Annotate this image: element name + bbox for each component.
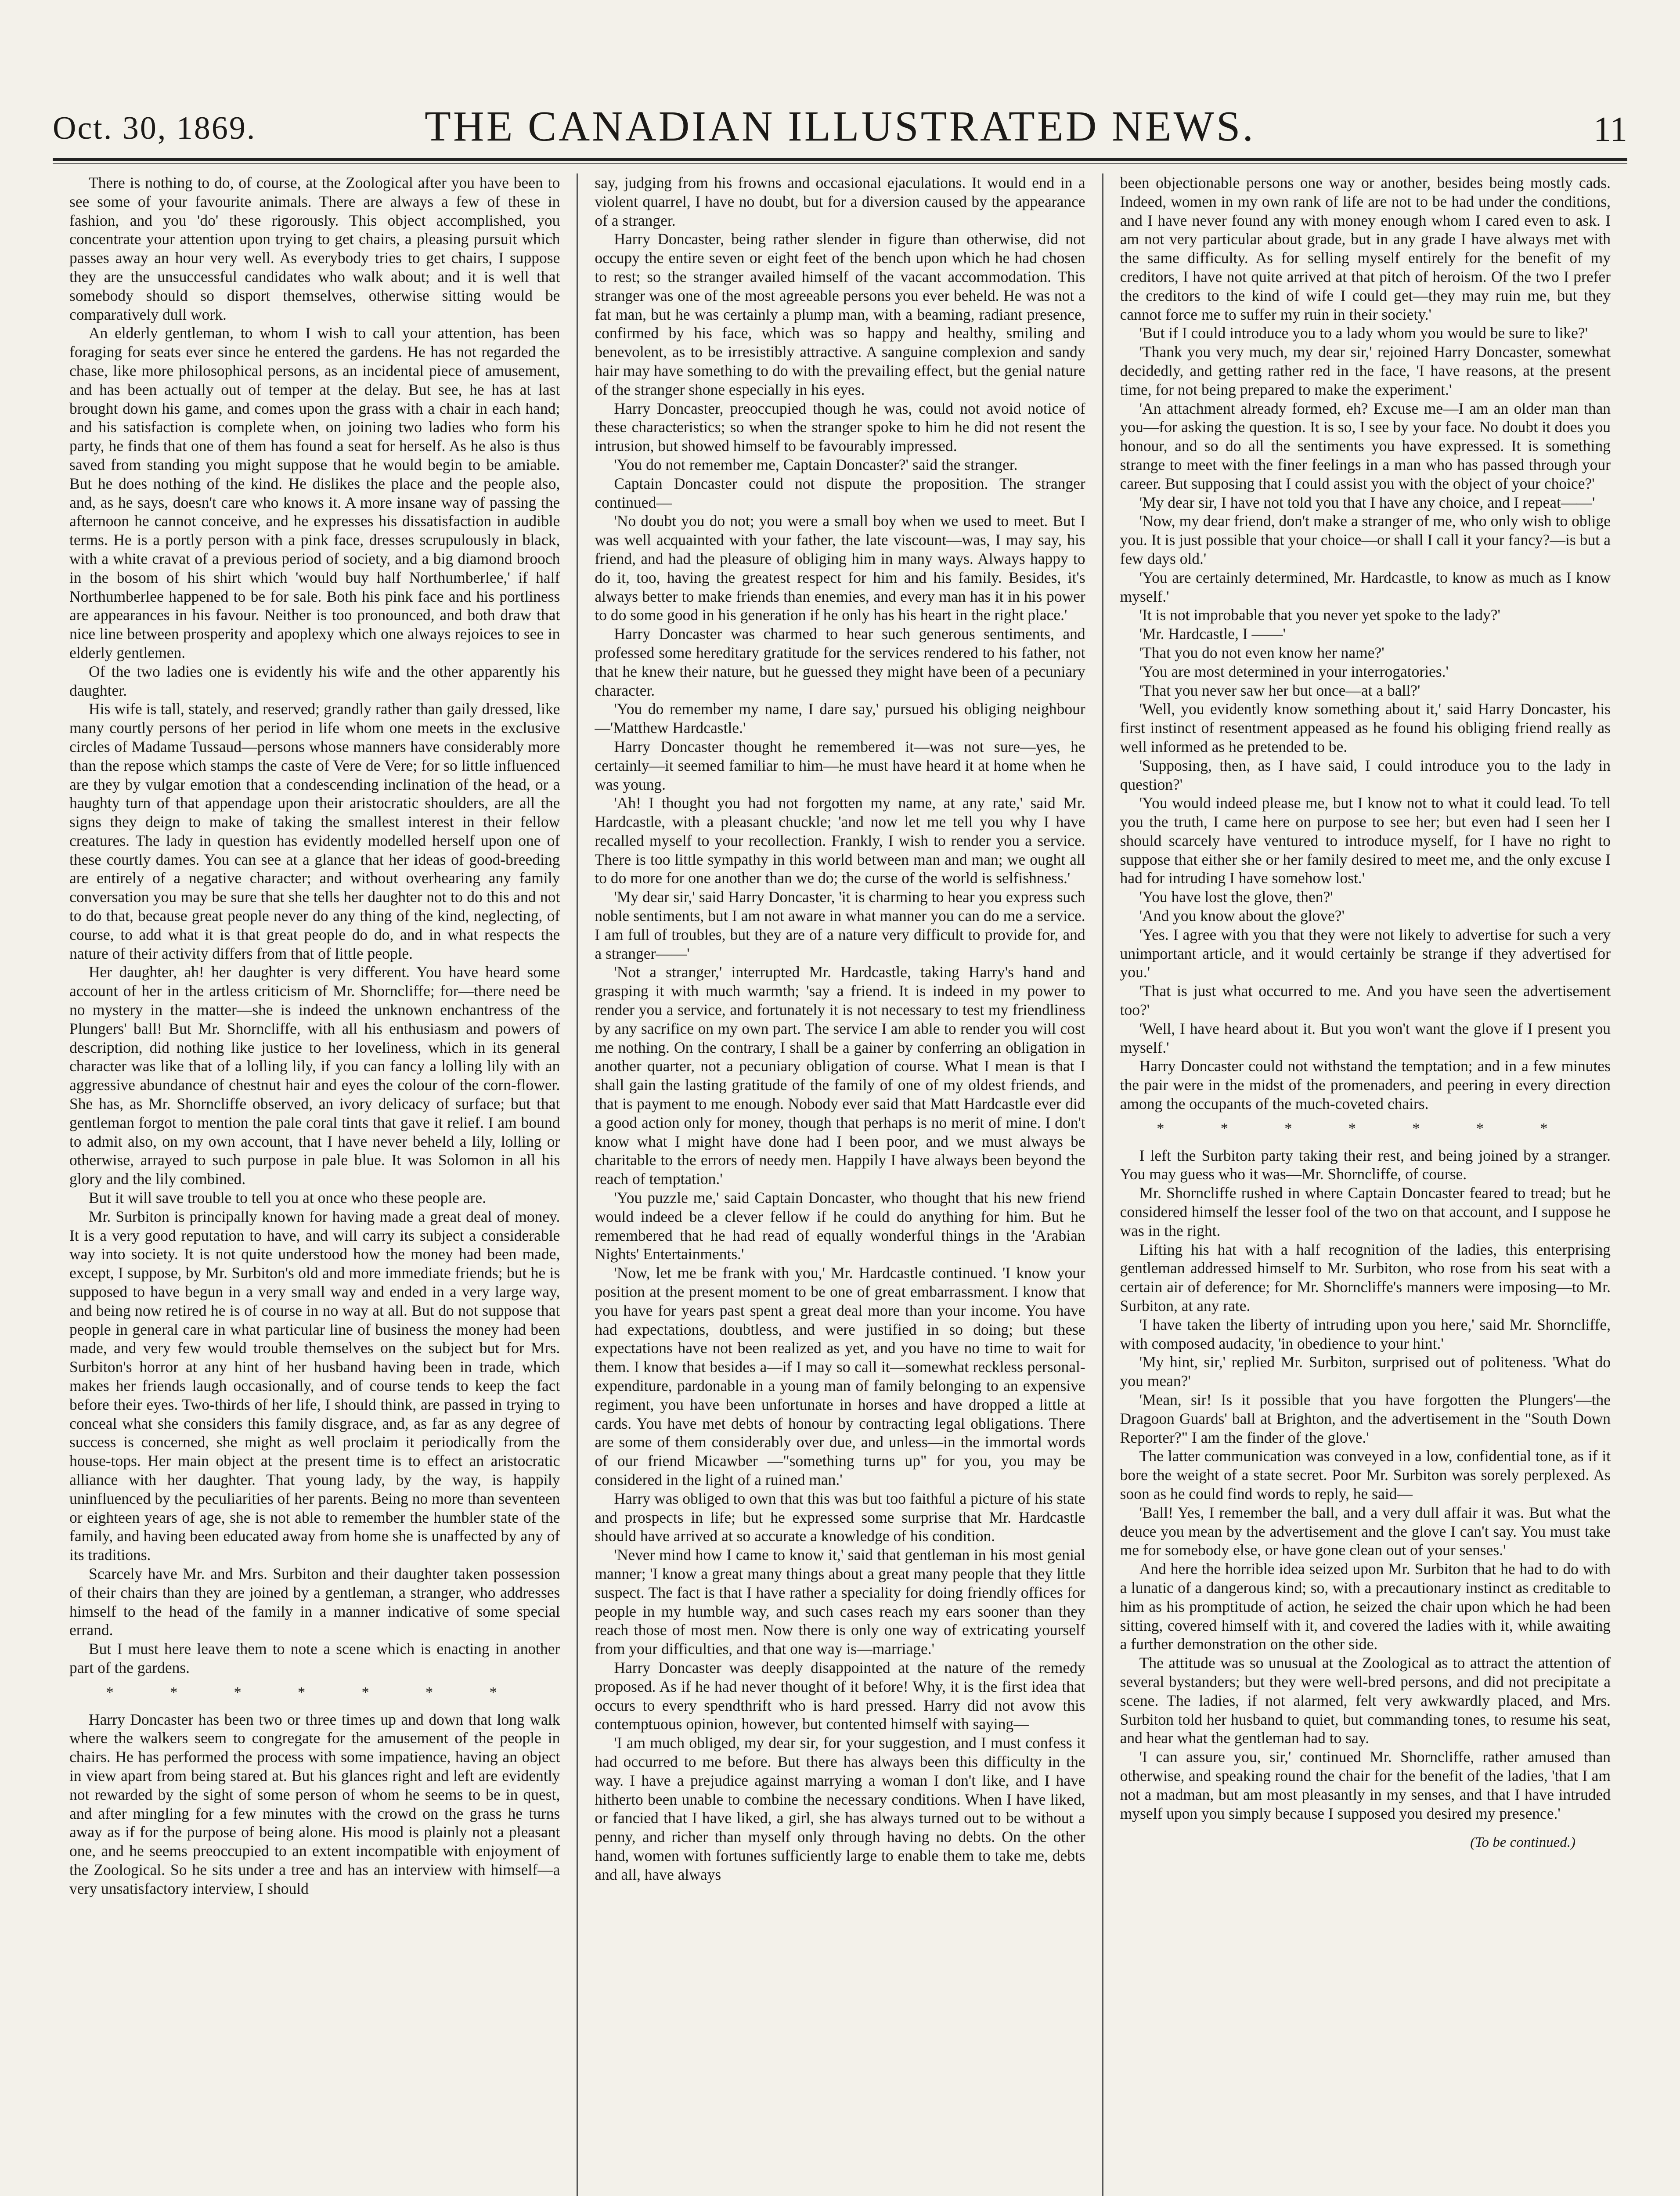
article-columns: [53, 173, 1627, 2196]
paragraph: 'Now, let me be frank with you,' Mr. Hardcastle continued. 'I know your position at the present moment to be one of great embarrassment. I know that you have for years past spent a great deal more than your income. You have had expectations, doubtless, and were justified in so doing; but these expectations have not been realized as yet, and you have no time to wait for them. I know that besides a—if I may so call it—somewhat reckless personal-expenditure, pardonable in a young man of family belonging to an expensive regiment, you have been unfortunate in horses and have dropped a little at cards. You have met debts of honour by contracting legal obligations. There are some of them considerably over due, and unless—in the immortal words of our friend Micawber —"something turns up" for you, you may be considered in the light of a ruined man.': [595, 1264, 1085, 1488]
paragraph: 'Ball! Yes, I remember the ball, and a very dull affair it was. But what the deuce you mean by the advertisement and the glove I can't say. You must take me for somebody else, or have gone clean out of your senses.': [1120, 1503, 1611, 1559]
paragraph: 'I am much obliged, my dear sir, for your suggestion, and I must confess it had occurred to me before. But there has always been this difficulty in the way. I have a prejudice against marrying a woman I don't like, and I have hitherto been unable to combine the necessary conditions. When I have liked, or fancied that I have liked, a girl, she has always turned out to be without a penny, and richer than myself only through having no debts. On the other hand, women with fortunes sufficiently large to enable them to take me, debts and all, have always: [595, 1734, 1085, 1883]
paragraph: 'You are certainly determined, Mr. Hardcastle, to know as much as I know myself.': [1120, 568, 1611, 605]
paragraph: 'But if I could introduce you to a lady whom you would be sure to like?': [1139, 324, 1588, 342]
paragraph: Harry Doncaster, being rather slender in figure than otherwise, did not occupy the entire seven or eight feet of the bench upon which he had chosen to rest; so the stranger availed himself of the vacant accommodation. This stranger was one of the most agreeable persons you ever beheld. He was not a fat man, but he was certainly a plump man, with a beaming, radiant presence, confirmed by his face, which was so happy and healthy, smiling and benevolent, as to be irresistibly attractive. A sanguine complexion and sandy hair may have something to do with the prevailing effect, but the genial nature of the stranger shone especially in his eyes.: [595, 230, 1085, 398]
paragraph: 'My hint, sir,' replied Mr. Surbiton, surprised out of politeness. 'What do you mean?': [1120, 1353, 1611, 1390]
paragraph: 'Now, my dear friend, don't make a stranger of me, who only wish to oblige you. It is just possible that your choice—or shall I call it your fancy?—is but a few days old.': [1120, 512, 1611, 567]
paragraph: 'No doubt you do not; you were a small boy when we used to meet. But I was well acquainted with your father, the late viscount—was, I may say, his friend, and had the pleasure of obliging him in many ways. Always happy to do it, too, having the greatest respect for him and his family. Besides, it's always better to make friends than enemies, and every man has it in his power to do some good in his generation if he only has his heart in the right place.': [595, 512, 1085, 624]
paragraph: 'An attachment already formed, eh? Excuse me—I am an older man than you—for asking the question. It is so, I see by your face. No doubt it does you honour, and so do all the sentiments you have expressed. It is something strange to meet with the finer feelings in a man who has passed through your career. But supposing that I could assist you with the object of your choice?': [1120, 399, 1611, 492]
paragraph: Her daughter, ah! her daughter is very different. You have heard some account of her in the artless criticism of Mr. Shorncliffe; for—there need be no mystery in the matter—she is indeed the unknown enchantress of the Plungers' ball! But Mr. Shorncliffe, with all his enthusiasm and powers of description, did nothing like justice to her loveliness, which in its general character was like that of a lolling lily, if you can fancy a lolling lily with an aggressive abundance of chestnut hair and eyes the colour of the corn-flower. She has, as Mr. Shorncliffe observed, an ivory delicacy of surface; but that gentleman forgot to mention the pale coral tints that gave it relief. I am bound to admit also, on my own account, that I have never beheld a lily, lolling or otherwise, arrayed to such purpose in pale blue. It was Solomon in all his glory and the lily combined.: [69, 963, 560, 1188]
paragraph: 'Not a stranger,' interrupted Mr. Hardcastle, taking Harry's hand and grasping it with much warmth; 'say a friend. It is indeed in my power to render you a service, and fortunately it is not necessary to test my friendliness by any sacrifice on my own part. The service I am able to render you will cost me nothing. On the contrary, I shall be a gainer by conferring an obligation in another quarter, not a pecuniary obligation of course. What I mean is that I shall gain the lasting gratitude of the family of one of my oldest friends, and that is payment to me enough. Nobody ever said that Matt Hardcastle ever did a good action only for money, though that perhaps is no merit of mine. I don't know what I might have done had I been poor, and we must always be charitable to the errors of needy men. Happily I have always been beyond the reach of temptation.': [595, 963, 1085, 1188]
issue-date: Oct. 30, 1869.: [53, 110, 256, 146]
paragraph: 'You would indeed please me, but I know not to what it could lead. To tell you the truth, I came here on purpose to see her; but even had I seen her I should scarcely have ventured to introduce myself, for I have no right to suppose that either she or her family desired to meet me, and the only excuse I had for intruding I have somehow lost.': [1120, 794, 1611, 887]
paragraph: 'It is not improbable that you never yet spoke to the lady?': [1139, 606, 1500, 624]
section-break-stars: * * * * * * *: [1157, 1120, 1574, 1137]
paragraph: say, judging from his frowns and occasional ejaculations. It would end in a violent quarrel, I have no doubt, but for a diversion caused by the appearance of a stranger.: [595, 174, 1085, 229]
paragraph: 'Well, I have heard about it. But you won't want the glove if I present you myself.': [1120, 1019, 1611, 1056]
paragraph: But I must here leave them to note a scene which is enacting in another part of the gardens.: [69, 1640, 560, 1676]
paragraph: And here the horrible idea seized upon Mr. Surbiton that he had to do with a lunatic of a dangerous kind; so, with a precautionary instinct as creditable to him as his promptitude of action, he seized the chair upon which he had been sitting, covered himself with it, and covered the ladies with it, while awaiting a further demonstration on the other side.: [1120, 1560, 1611, 1653]
paragraph: 'That you do not even know her name?': [1139, 643, 1384, 661]
paragraph: 'You do remember my name, I dare say,' pursued his obliging neighbour—'Matthew Hardcastle.': [595, 700, 1085, 737]
paragraph: 'Mean, sir! Is it possible that you have forgotten the Plungers'—the Dragoon Guards' ball at Brighton, and the advertisement in the "South Down Reporter?" I am the finder of the glove.': [1120, 1391, 1611, 1446]
paragraph: 'And you know about the glove?': [1139, 907, 1345, 925]
masthead: [53, 92, 1627, 158]
newspaper-title: THE CANADIAN ILLUSTRATED NEWS.: [424, 103, 1256, 150]
paragraph: 'You are most determined in your interrogatories.': [1139, 662, 1449, 680]
paragraph: Lifting his hat with a half recognition of the ladies, this enterprising gentleman addressed himself to Mr. Surbiton, who rose from his seat with a certain air of deference; for Mr. Shorncliffe's manners were imposing—to Mr. Surbiton, at any rate.: [1120, 1240, 1611, 1315]
paragraph: 'My dear sir, I have not told you that I have any choice, and I repeat——': [1139, 493, 1595, 511]
page-number: 11: [1593, 110, 1627, 149]
paragraph: But it will save trouble to tell you at once who these people are.: [89, 1189, 487, 1207]
paragraph: Harry Doncaster could not withstand the temptation; and in a few minutes the pair were in the midst of the promenaders, and peering in every direction among the occupants of the much-coveted chairs.: [1120, 1057, 1611, 1113]
paragraph: been objectionable persons one way or another, besides being mostly cads. Indeed, women in my own rank of life are not to be had under the conditions, and I have never found any with money enough whom I cared even to ask. I am not very particular about grade, but in any grade I have always met with the same difficulty. As for selling myself entirely for the benefit of my creditors, I have not quite arrived at that pitch of heroism. Of the two I prefer the creditors to the kind of wife I could get—they may ruin me, but they cannot force me to suffer my ruin in their society.': [1120, 174, 1611, 323]
paragraph: 'Yes. I agree with you that they were not likely to advertise for such a very unimportant article, and it would certainly be strange if they advertised for you.': [1120, 925, 1611, 981]
paragraph: 'That is just what occurred to me. And you have seen the advertisement too?': [1120, 982, 1611, 1019]
paragraph: An elderly gentleman, to whom I wish to call your attention, has been foraging for seats ever since he entered the gardens. He has not regarded the chase, like more philosophical persons, as an incidental piece of amusement, and has been actually out of temper at the delay. But see, he has at last brought down his game, and comes upon the grass with a chair in each hand; and his satisfaction is complete when, on joining two ladies who form his party, he finds that one of them has found a seat for herself. As he also is thus saved from standing you might suppose that he would begin to be amiable. But he does nothing of the kind. He dislikes the place and the people also, and, as he says, doesn't care who knows it. A more insane way of passing the afternoon he cannot conceive, and he expresses his dissatisfaction in audible terms. He is a portly person with a pink face, dresses scrupulously in black, with a white cravat of a previous period of society, and a big diamond brooch in the bosom of his shirt which 'would buy half Northumberlee,' if half Northumberlee happened to be for sale. Both his pink face and his portliness are appearances in his favour. Neither is too pronounced, and both draw that nice line between prosperity and apoplexy which one always rejoices to see in elderly gentlemen.: [69, 324, 560, 661]
paragraph: Captain Doncaster could not dispute the proposition. The stranger continued—: [595, 474, 1085, 511]
paragraph: 'My dear sir,' said Harry Doncaster, 'it is charming to hear you express such noble sentiments, but I am not aware in what manner you can do me a service. I am full of troubles, but they are of a nature very difficult to provide for, and a stranger——': [595, 888, 1085, 962]
paragraph: 'Well, you evidently know something about it,' said Harry Doncaster, his first instinct of resentment appeased as he found his obliging friend really as well informed as he pretended to be.: [1120, 700, 1611, 755]
paragraph: There is nothing to do, of course, at the Zoological after you have been to see some of your favourite animals. There are always a few of these in fashion, and you 'do' these rigorously. This object accomplished, you concentrate your attention upon trying to get chairs, a pleasing pursuit which passes away an hour very well. As everybody tries to get chairs, I suppose they are the unsuccessful candidates who walk about; and it is well that somebody should so disport themselves, otherwise sitting would be comparatively dull work.: [69, 174, 560, 323]
paragraph: Harry Doncaster was deeply disappointed at the nature of the remedy proposed. As if he had never thought of it before! Why, it is the first idea that occurs to every spendthrift who is hard pressed. Harry did not avow this contemptuous opinion, however, but contented himself with saying—: [595, 1658, 1085, 1733]
paragraph: I left the Surbiton party taking their rest, and being joined by a stranger. You may guess who it was—Mr. Shorncliffe, of course.: [1120, 1146, 1611, 1183]
paragraph: 'Thank you very much, my dear sir,' rejoined Harry Doncaster, somewhat decidedly, and getting rather red in the face, 'I have reasons, at the present time, for not being prepared to make the experiment.': [1120, 343, 1611, 398]
paragraph: 'I can assure you, sir,' continued Mr. Shorncliffe, rather amused than otherwise, and speaking round the chair for the benefit of the ladies, 'that I am not a madman, but am most pleasantly in my senses, and that I have intruded myself upon you simply because I supposed you desired my presence.': [1120, 1748, 1611, 1822]
paragraph: Mr. Shorncliffe rushed in where Captain Doncaster feared to tread; but he considered himself the lesser fool of the two on that account, and I suppose he was in the right.: [1120, 1184, 1611, 1239]
paragraph: 'You puzzle me,' said Captain Doncaster, who thought that his new friend would indeed be a clever fellow if he could do anything for him. But he remembered that he had read of equally wonderful things in the 'Arabian Nights' Entertainments.': [595, 1189, 1085, 1263]
column-2: [577, 173, 1102, 2196]
paragraph: 'You do not remember me, Captain Doncaster?' said the stranger.: [614, 455, 1018, 473]
paragraph: Mr. Surbiton is principally known for having made a great deal of money. It is a very good reputation to have, and will carry its subject a considerable way into society. It is not quite understood how the money had been made, except, I suppose, by Mr. Surbiton's old and more immediate friends; but he is supposed to have begun in a very small way and ended in a very large way, and being now retired he is of course in no way at all. But do not suppose that people in general care in what particular line of business the money had been made, and very few would trouble themselves on the subject but for Mrs. Surbiton's horror at any hint of her husband having been in trade, which makes her friends laugh occasionally, and of course tends to keep the fact before their eyes. Two-thirds of her life, I should think, are passed in trying to conceal what she considers this family disgrace, and, as far as any degree of success is concerned, she might as well proclaim it periodically from the house-tops. Her main object at the present time is to effect an aristocratic alliance with her daughter. That young lady, by the way, is happily uninfluenced by the peculiarities of her parents. Being no more than seventeen or eighteen years of age, she is not able to remember the humbler state of the family, and having been educated away from home she is unaffected by any of its traditions.: [69, 1207, 560, 1564]
paragraph: 'You have lost the glove, then?': [1139, 888, 1333, 906]
paragraph: Harry Doncaster has been two or three times up and down that long walk where the walkers seem to congregate for the amusement of the people in chairs. He has performed the process with some impatience, having an object in view apart from being stared at. But his glances right and left are evidently not rewarded by the sight of some person of whom he seems to be in quest, and after mingling for a few minutes with the crowd on the grass he turns away as if for the purpose of being alone. His mood is plainly not a pleasant one, and he seems preoccupied to an extent incompatible with enjoyment of the Zoological. So he sits under a tree and has an interview with himself—a very unsatisfactory interview, I should: [69, 1710, 560, 1897]
column-1: [53, 173, 577, 2196]
paragraph: His wife is tall, stately, and reserved; grandly rather than gaily dressed, like many courtly persons of her period in life whom one meets in the exclusive circles of Madame Tussaud—persons whose manners have considerably more than the repose which stamps the caste of Vere de Vere; for so little influenced are they by vulgar emotion that a condescending inclination of the head, or a haughty turn of that appendage upon their aristocratic shoulders, are all the signs they deign to make of taking the smallest interest in their fellow creatures. The lady in question has evidently modelled herself upon one of these courtly dames. You can see at a glance that her ideas of good-breeding are entirely of a negative character; and without overhearing any family conversation you may be sure that she tells her daughter not to do this and not to do that, because great people never do any thing of the kind, neglecting, of course, to add what it is that great people do do, and in what respects the nature of their activity differs from that of little people.: [69, 700, 560, 962]
paragraph: Of the two ladies one is evidently his wife and the other apparently his daughter.: [69, 662, 560, 699]
paragraph: 'That you never saw her but once—at a ball?': [1139, 681, 1420, 699]
paragraph: Harry Doncaster, preoccupied though he was, could not avoid notice of these characteristics; so when the stranger spoke to him he did not resent the intrusion, but showed himself to be favourably impressed.: [595, 399, 1085, 455]
paragraph: Harry was obliged to own that this was but too faithful a picture of his state and prospects in life; but he expressed some surprise that Mr. Hardcastle should have arrived at so accurate a knowledge of his condition.: [595, 1489, 1085, 1545]
to-be-continued: (To be continued.): [1470, 1835, 1575, 1851]
paragraph: 'Ah! I thought you had not forgotten my name, at any rate,' said Mr. Hardcastle, with a pleasant chuckle; 'and now let me tell you why I have recalled myself to your recollection. Frankly, I wish to render you a service. There is too little sympathy in this world between man and man; we ought all to do more for one another than we do; the curse of the world is selfishness.': [595, 794, 1085, 887]
paragraph: 'I have taken the liberty of intruding upon you here,' said Mr. Shorncliffe, with composed audacity, 'in obedience to your hint.': [1120, 1315, 1611, 1352]
paragraph: 'Supposing, then, as I have said, I could introduce you to the lady in question?': [1120, 756, 1611, 793]
paragraph: The latter communication was conveyed in a low, confidential tone, as if it bore the weight of a state secret. Poor Mr. Surbiton was sorely perplexed. As soon as he could find words to reply, he said—: [1120, 1447, 1611, 1503]
paragraph: Harry Doncaster thought he remembered it—was not sure—yes, he certainly—it seemed familiar to him—he must have heard it at home when he was young.: [595, 737, 1085, 793]
paragraph: Harry Doncaster was charmed to hear such generous sentiments, and professed some hereditary gratitude for the services rendered to his father, not that he knew their nature, but he guessed they might have been of a pecuniary character.: [595, 625, 1085, 699]
paragraph: 'Mr. Hardcastle, I ——': [1139, 625, 1286, 643]
header-rule: [53, 158, 1627, 161]
paragraph: 'Never mind how I came to know it,' said that gentleman in his most genial manner; 'I know a great many things about a great many people that they little suspect. The fact is that I have rather a speciality for doing friendly offices for people in my humble way, and such cases reach my ears sooner than they reach those of most men. Now there is only one way of extricating yourself from your difficulties, and that one way is—marriage.': [595, 1546, 1085, 1658]
column-3: [1102, 173, 1627, 2196]
paragraph: Scarcely have Mr. and Mrs. Surbiton and their daughter taken possession of their chairs than they are joined by a gentleman, a stranger, who addresses himself to the head of the family in a manner indicative of some special errand.: [69, 1564, 560, 1639]
section-break-stars: * * * * * * *: [106, 1684, 523, 1701]
header-rule-thin: [53, 163, 1627, 164]
paragraph: The attitude was so unusual at the Zoological as to attract the attention of several bystanders; but they were well-bred persons, and did not precipitate a scene. The ladies, if not alarmed, felt very awkwardly placed, and Mrs. Surbiton told her husband to quiet, but commanding tones, to resume his seat, and hear what the gentleman had to say.: [1120, 1654, 1611, 1747]
